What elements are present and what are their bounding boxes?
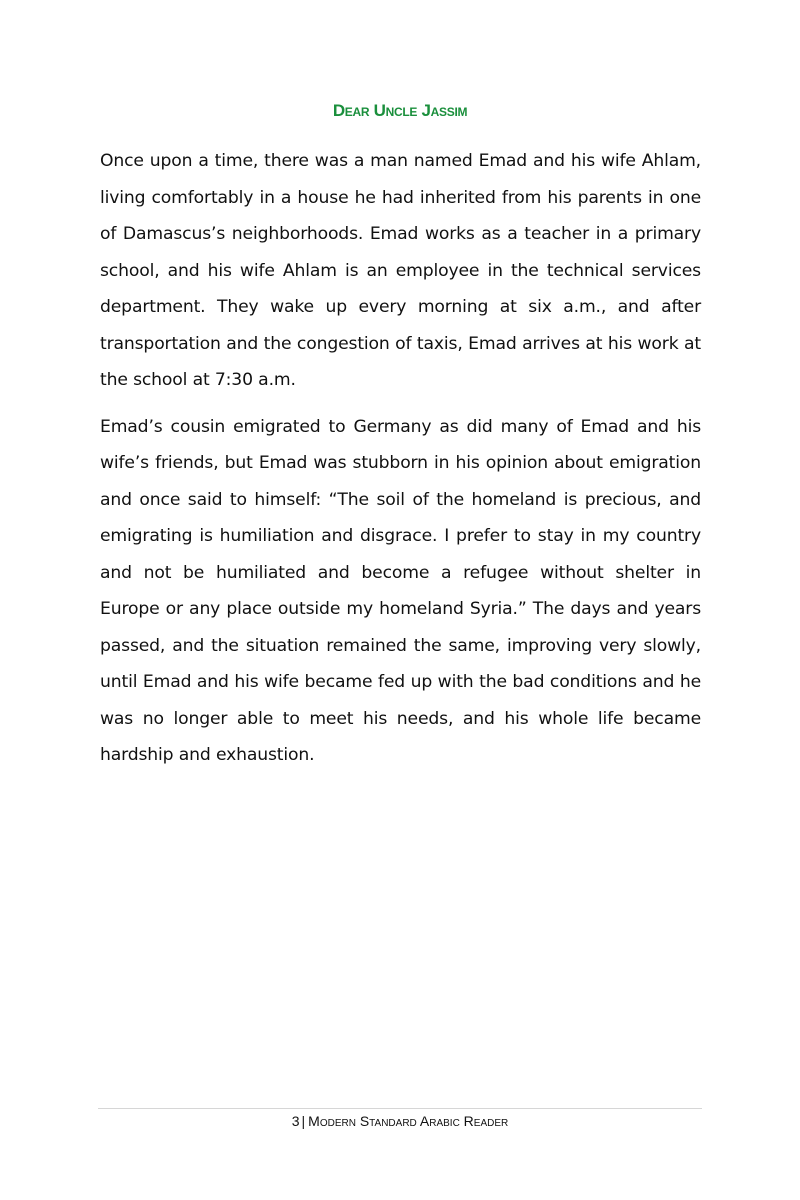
- page-footer: [0, 1113, 800, 1129]
- footer-separator: |: [301, 1113, 306, 1129]
- paragraph-1: Once upon a time, there was a man named Emad and his wife Ahlam, living comfortably in a house he had inherited from his parents in one of Damascus’s neighborhoods. Emad works as a teacher in a primary school, and his wife Ahlam is an employee in the technical services department. They wake up every morning at six a.m., and after transportation and the congestion of taxis, Emad arrives at his work at the school at 7:30 a.m.: [100, 151, 701, 390]
- page-number: 3: [291, 1113, 300, 1129]
- paragraph-2: Emad’s cousin emigrated to Germany as did many of Emad and his wife’s friends, but Emad was stubborn in his opinion about emigration and once said to himself: “The soil of the homeland is precious, and emigrating is humiliation and disgrace. I prefer to stay in my country and not be humiliated and become a refugee without shelter in Europe or any place outside my homeland Syria.” The days and years passed, and the situation remained the same, improving very slowly, until Emad and his wife became fed up with the bad conditions and he was no longer able to meet his needs, and his whole life became hardship and exhaustion.: [100, 416, 701, 765]
- body-text: [100, 143, 701, 784]
- chapter-title: Dear Uncle Jassim: [332, 101, 468, 120]
- book-title: Modern Standard Arabic Reader: [308, 1113, 509, 1129]
- footer-divider: [98, 1108, 702, 1109]
